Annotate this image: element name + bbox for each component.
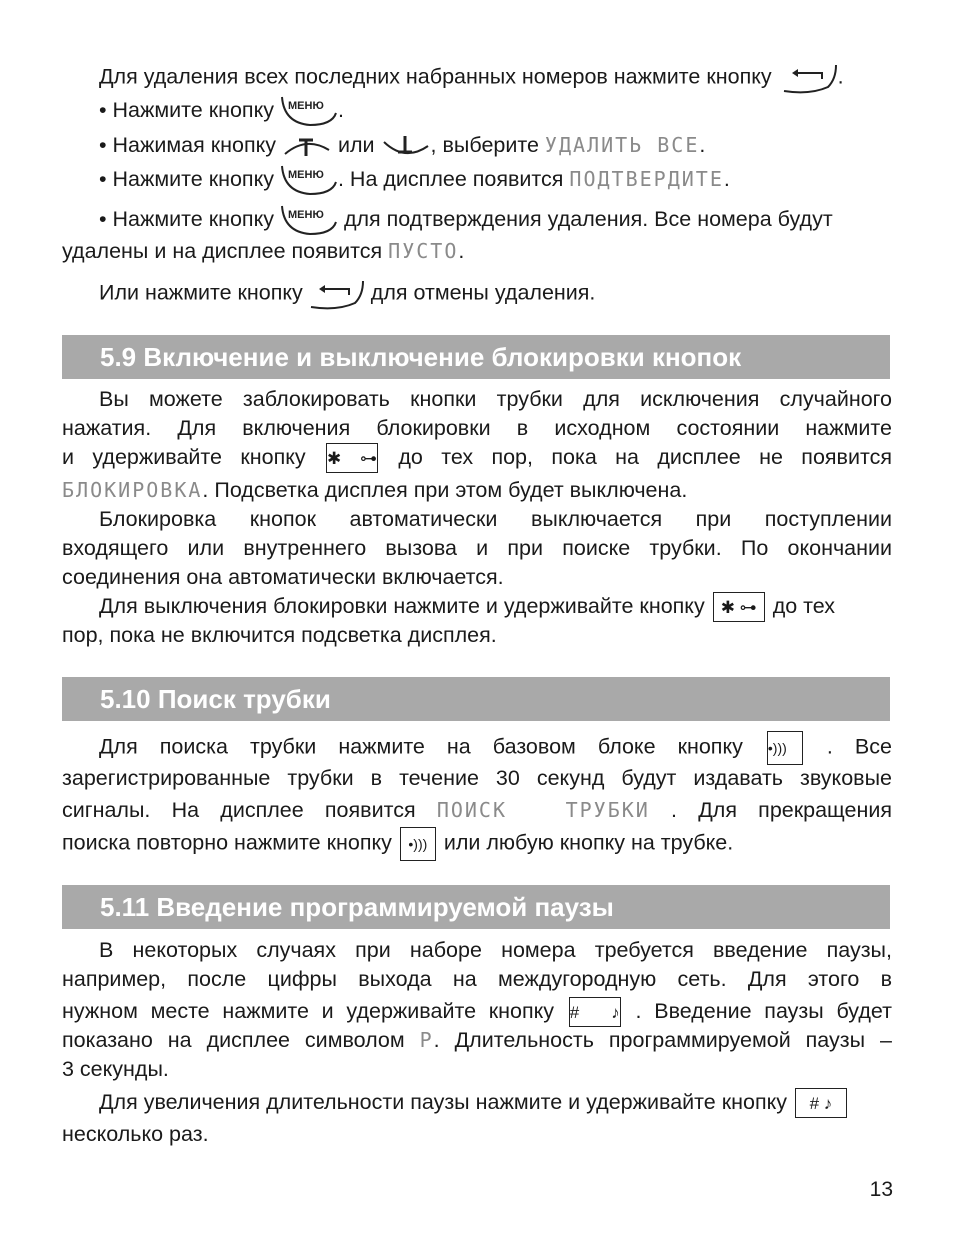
intro-line-4 xyxy=(62,164,892,196)
text: нужном месте нажмите и удерживайте кнопку xyxy=(62,999,555,1023)
s59-line-3 xyxy=(62,442,892,473)
s59-line-2: нажатия. Для включения блокировки в исходном состоянии нажмите xyxy=(62,416,892,440)
s510-line-2: зарегистрированные трубки в течение 30 секунд будут издавать звуковые xyxy=(62,766,892,790)
text: . xyxy=(837,64,844,89)
lcd-text: БЛОКИРОВКА xyxy=(62,478,203,502)
s510-line-4 xyxy=(62,827,892,861)
section-title-5-9: 5.9 Включение и выключение блокировки кнопок xyxy=(62,335,890,379)
menu-key-label: МЕНЮ xyxy=(287,100,324,113)
text: . Введение паузы будет xyxy=(635,999,892,1023)
text: • Нажимая кнопку xyxy=(99,133,277,157)
text: . xyxy=(699,133,706,157)
down-key-icon xyxy=(381,132,431,160)
intro-line-3 xyxy=(62,130,892,160)
text: показано на дисплее символом xyxy=(62,1028,405,1052)
menu-key-icon xyxy=(280,204,338,236)
intro-line-5 xyxy=(62,204,892,236)
lcd-text: ПУСТО xyxy=(388,239,459,263)
text: . xyxy=(458,239,465,263)
star-lock-key-icon: ✱ ⊶ xyxy=(713,592,765,622)
text: для отмены удаления. xyxy=(370,280,596,305)
text: сигналы. На дисплее появится xyxy=(62,798,416,822)
text: . Подсветка дисплея при этом будет выключена. xyxy=(202,478,688,502)
text: удалены и на дисплее появится xyxy=(62,239,383,263)
text: для подтверждения удаления. Все номера будут xyxy=(343,207,833,231)
text: Или нажмите кнопку xyxy=(99,280,303,305)
text: поиска повторно нажмите кнопку xyxy=(62,830,392,855)
text: , выберите xyxy=(430,133,539,157)
text: . xyxy=(337,98,344,122)
page-number: 13 xyxy=(869,1178,893,1201)
s511-line-3 xyxy=(62,996,892,1027)
hash-key-icon: # ♪ xyxy=(569,997,621,1027)
text: • Нажмите кнопку xyxy=(99,207,274,231)
lcd-text: P xyxy=(419,1028,434,1052)
lcd-text: ПОДТВЕРДИТЕ xyxy=(569,167,724,191)
text: или любую кнопку на трубке. xyxy=(443,830,734,855)
s59-line-1: Вы можете заблокировать кнопки трубки для исключения случайного xyxy=(99,387,892,411)
text: . Длительность программируемой паузы – xyxy=(433,1028,892,1052)
text: • Нажмите кнопку xyxy=(99,167,274,191)
text: • Нажмите кнопку xyxy=(99,98,274,122)
text: или xyxy=(337,133,375,157)
text: Для выключения блокировки нажмите и удерживайте кнопку xyxy=(99,594,705,618)
intro-line-1 xyxy=(62,61,892,95)
s511-line-1: В некоторых случаях при наборе номера требуется введение паузы, xyxy=(99,938,892,962)
s510-line-1 xyxy=(62,731,892,765)
text: . xyxy=(723,167,730,191)
up-key-icon xyxy=(282,132,332,160)
menu-key-label: МЕНЮ xyxy=(287,169,324,182)
text: Для поиска трубки нажмите на базовом блоке кнопку xyxy=(99,734,743,759)
text: Для увеличения длительности паузы нажмите и удерживайте кнопку xyxy=(99,1090,787,1114)
menu-key-icon xyxy=(280,164,338,196)
s511-line-7: несколько раз. xyxy=(62,1122,209,1146)
s511-line-4 xyxy=(62,1025,892,1055)
intro-line-6 xyxy=(62,236,892,266)
menu-key-icon xyxy=(280,95,338,127)
text: до тех пор, пока на дисплее не появится xyxy=(398,445,892,469)
hash-key-icon: # ♪ xyxy=(795,1088,847,1118)
s510-line-3 xyxy=(62,795,892,825)
s59-line-6: входящего или внутреннего вызова и при поиске трубки. По окончании xyxy=(62,536,892,560)
text: до тех xyxy=(772,594,836,618)
intro-line-7 xyxy=(62,277,892,311)
page-key-icon: •))) xyxy=(400,827,436,861)
star-lock-key-icon: ✱ ⊶ xyxy=(326,443,378,473)
s511-line-5: 3 секунды. xyxy=(62,1057,169,1081)
s59-line-9: пор, пока не включится подсветка дисплея. xyxy=(62,623,497,647)
text: . Для прекращения xyxy=(671,798,892,822)
lcd-text: ПОИСК ТРУБКИ xyxy=(436,798,650,822)
s59-line-5: Блокировка кнопок автоматически выключается при поступлении xyxy=(99,507,892,531)
text: . На дисплее появится xyxy=(337,167,564,191)
s511-line-2: например, после цифры выхода на междугородную сеть. Для этого в xyxy=(62,967,892,991)
section-title-5-11: 5.11 Введение программируемой паузы xyxy=(62,885,890,929)
text: Для удаления всех последних набранных номеров нажмите кнопку xyxy=(99,64,772,89)
back-key-icon xyxy=(309,277,365,311)
s511-line-6 xyxy=(62,1087,892,1118)
intro-line-2 xyxy=(62,95,892,127)
text: . Все xyxy=(826,734,892,759)
section-title-5-10: 5.10 Поиск трубки xyxy=(62,677,890,721)
lcd-text: УДАЛИТЬ ВСЕ xyxy=(544,133,700,157)
text: и удерживайте кнопку xyxy=(62,445,306,469)
s59-line-4 xyxy=(62,475,892,505)
back-key-icon xyxy=(782,61,838,95)
menu-key-label: МЕНЮ xyxy=(287,209,324,222)
page-key-icon: •))) xyxy=(767,731,803,765)
s59-line-7: соединения она автоматически включается. xyxy=(62,565,504,589)
manual-page xyxy=(62,0,892,1260)
s59-line-8 xyxy=(62,591,892,622)
